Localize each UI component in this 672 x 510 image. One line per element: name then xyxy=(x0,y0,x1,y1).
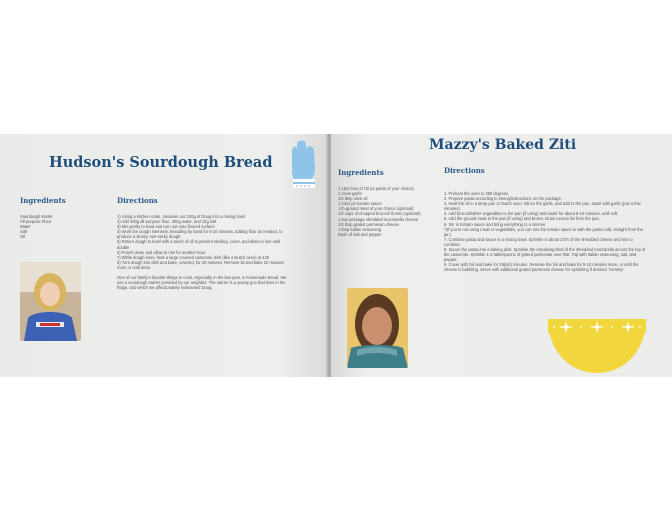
child-photo xyxy=(347,288,408,368)
page-title: Mazzy's Baked Ziti xyxy=(429,137,577,153)
list-item: 7) While dough rises, heat a large covered casserole dish (like a Dutch oven) at 425 xyxy=(117,254,270,260)
list-item: 3) Mix gently to bowl and turn out onto floured surface xyxy=(117,224,215,230)
child-photo xyxy=(20,262,81,341)
directions-list xyxy=(117,214,287,290)
list-item: Dash of salt and pepper xyxy=(338,231,382,237)
list-item: 1/2 tbsp grated parmesan cheese xyxy=(338,221,399,227)
list-item: Water xyxy=(20,224,31,230)
yellow-bowl-icon xyxy=(548,317,646,375)
list-item: 3. Heat the oil in a deep pan or Dutch oven. Mince the garlic, and add to the pan, sauté with garlic (just a few minutes). xyxy=(444,201,641,212)
list-item: 2. Prepare pasta according to timing/instructions on the package. xyxy=(444,196,562,202)
list-item: 1 clove garlic xyxy=(338,191,362,197)
directions-heading: Directions xyxy=(117,196,158,205)
ingredients-heading: Ingredients xyxy=(20,196,66,205)
cookbook-spread xyxy=(0,134,672,377)
list-item: 6. Stir in tomato sauce and bring everything to a simmer. xyxy=(444,221,547,227)
list-item: 1. Preheat the oven to 350 degrees. xyxy=(444,191,510,196)
list-item: 1 24oz jar tomato sauce xyxy=(338,201,382,207)
list-item: 1) Using a kitchen scale, measure out 100g of Doug into a mixing bowl xyxy=(117,214,245,219)
ingredients-heading: Ingredients xyxy=(338,168,384,177)
list-item: 4) Work the dough intensely, kneading by hand for 5-10 minutes, adding flour as needed, to produce a sturdy, non-sticky dough xyxy=(117,229,283,240)
list-item: 7. Combine pasta and sauce in a mixing bowl. Sprinkle in about 2/3's of the shredded cheese and mix to combine. xyxy=(444,236,633,247)
list-item: Salt xyxy=(20,229,28,235)
left-page xyxy=(0,134,329,377)
oven-mitt-icon xyxy=(288,139,322,191)
list-item: 9. Cover with foil and bake for 25(ish) minutes. Remove the foil and bake for 5-10 minutes more, or until the cheese is bubbling. Serve with additional grated parmesan cheese for sprinkling if desired. Yummy! xyxy=(444,262,639,273)
list-item: 8. Spoon the pasta into a baking dish. Sprinkle the remaining third of the shredded mozzarella across the top of the casserole. Sprinkle 1-2 tablespoons of grated parmesan over that. Top with Italian seasoning, salt, and pepper. xyxy=(444,247,646,263)
list-item: 5. Add the ground meat to the pan (if using) and brown. Drain excess fat from the pan. xyxy=(444,216,600,222)
list-item: 2) Add 400g all-purpose flour, 300g water, and 10g salt xyxy=(117,219,217,225)
list-item: All-purpose Flour xyxy=(20,219,52,225)
ingredients-list xyxy=(20,214,100,239)
directions-heading: Directions xyxy=(444,166,485,175)
list-item: Oil xyxy=(20,234,26,240)
list-item: 1 tbsp Italian seasoning xyxy=(338,226,382,232)
list-item: 1 8oz package shredded mozzarella cheese xyxy=(338,216,419,222)
list-item: *(If you're not using meat or vegetables, you can mix the tomato sauce in with the pasta cold, straight from the jar.) xyxy=(444,226,643,237)
list-item: 1/2 tbsp olive oil xyxy=(338,196,368,202)
directions-list xyxy=(444,191,648,273)
ingredients-list xyxy=(338,186,424,237)
list-item: 1 lb ground meat of your choice (optional) xyxy=(338,206,414,212)
list-item: 1 16oz box of ziti (or pasta of your choice) xyxy=(338,186,415,191)
list-item: 5) Return dough to bowl with a touch of oil to prevent sticking, cover, and allow to rise until double xyxy=(117,239,281,250)
page-title: Hudson's Sourdough Bread xyxy=(49,154,273,171)
list-item: 4. Add broccoli/other vegetables to the pan (if using) and sauté for about 5-10 minutes, until soft. xyxy=(444,211,619,217)
list-item: Sourdough starter xyxy=(20,214,53,219)
list-item: 1/2 cups of chopped broccoli florets (optional) xyxy=(338,211,421,217)
list-item: 8) Turn dough into dish and bake, covered, for 20 minutes. Remove lid and bake 20 minutes more or until done. xyxy=(117,259,284,270)
story-text: One of our family's favorite things to cook, especially in the last year, is homemade bread. We use a sourdough starter provided by our neighbor. The starter is a yeasty goo that lives in the fridge, and which we affectionately nicknamed Doug. xyxy=(117,275,287,291)
list-item: 6) Punch down and allow to rise for another hour xyxy=(117,249,206,255)
